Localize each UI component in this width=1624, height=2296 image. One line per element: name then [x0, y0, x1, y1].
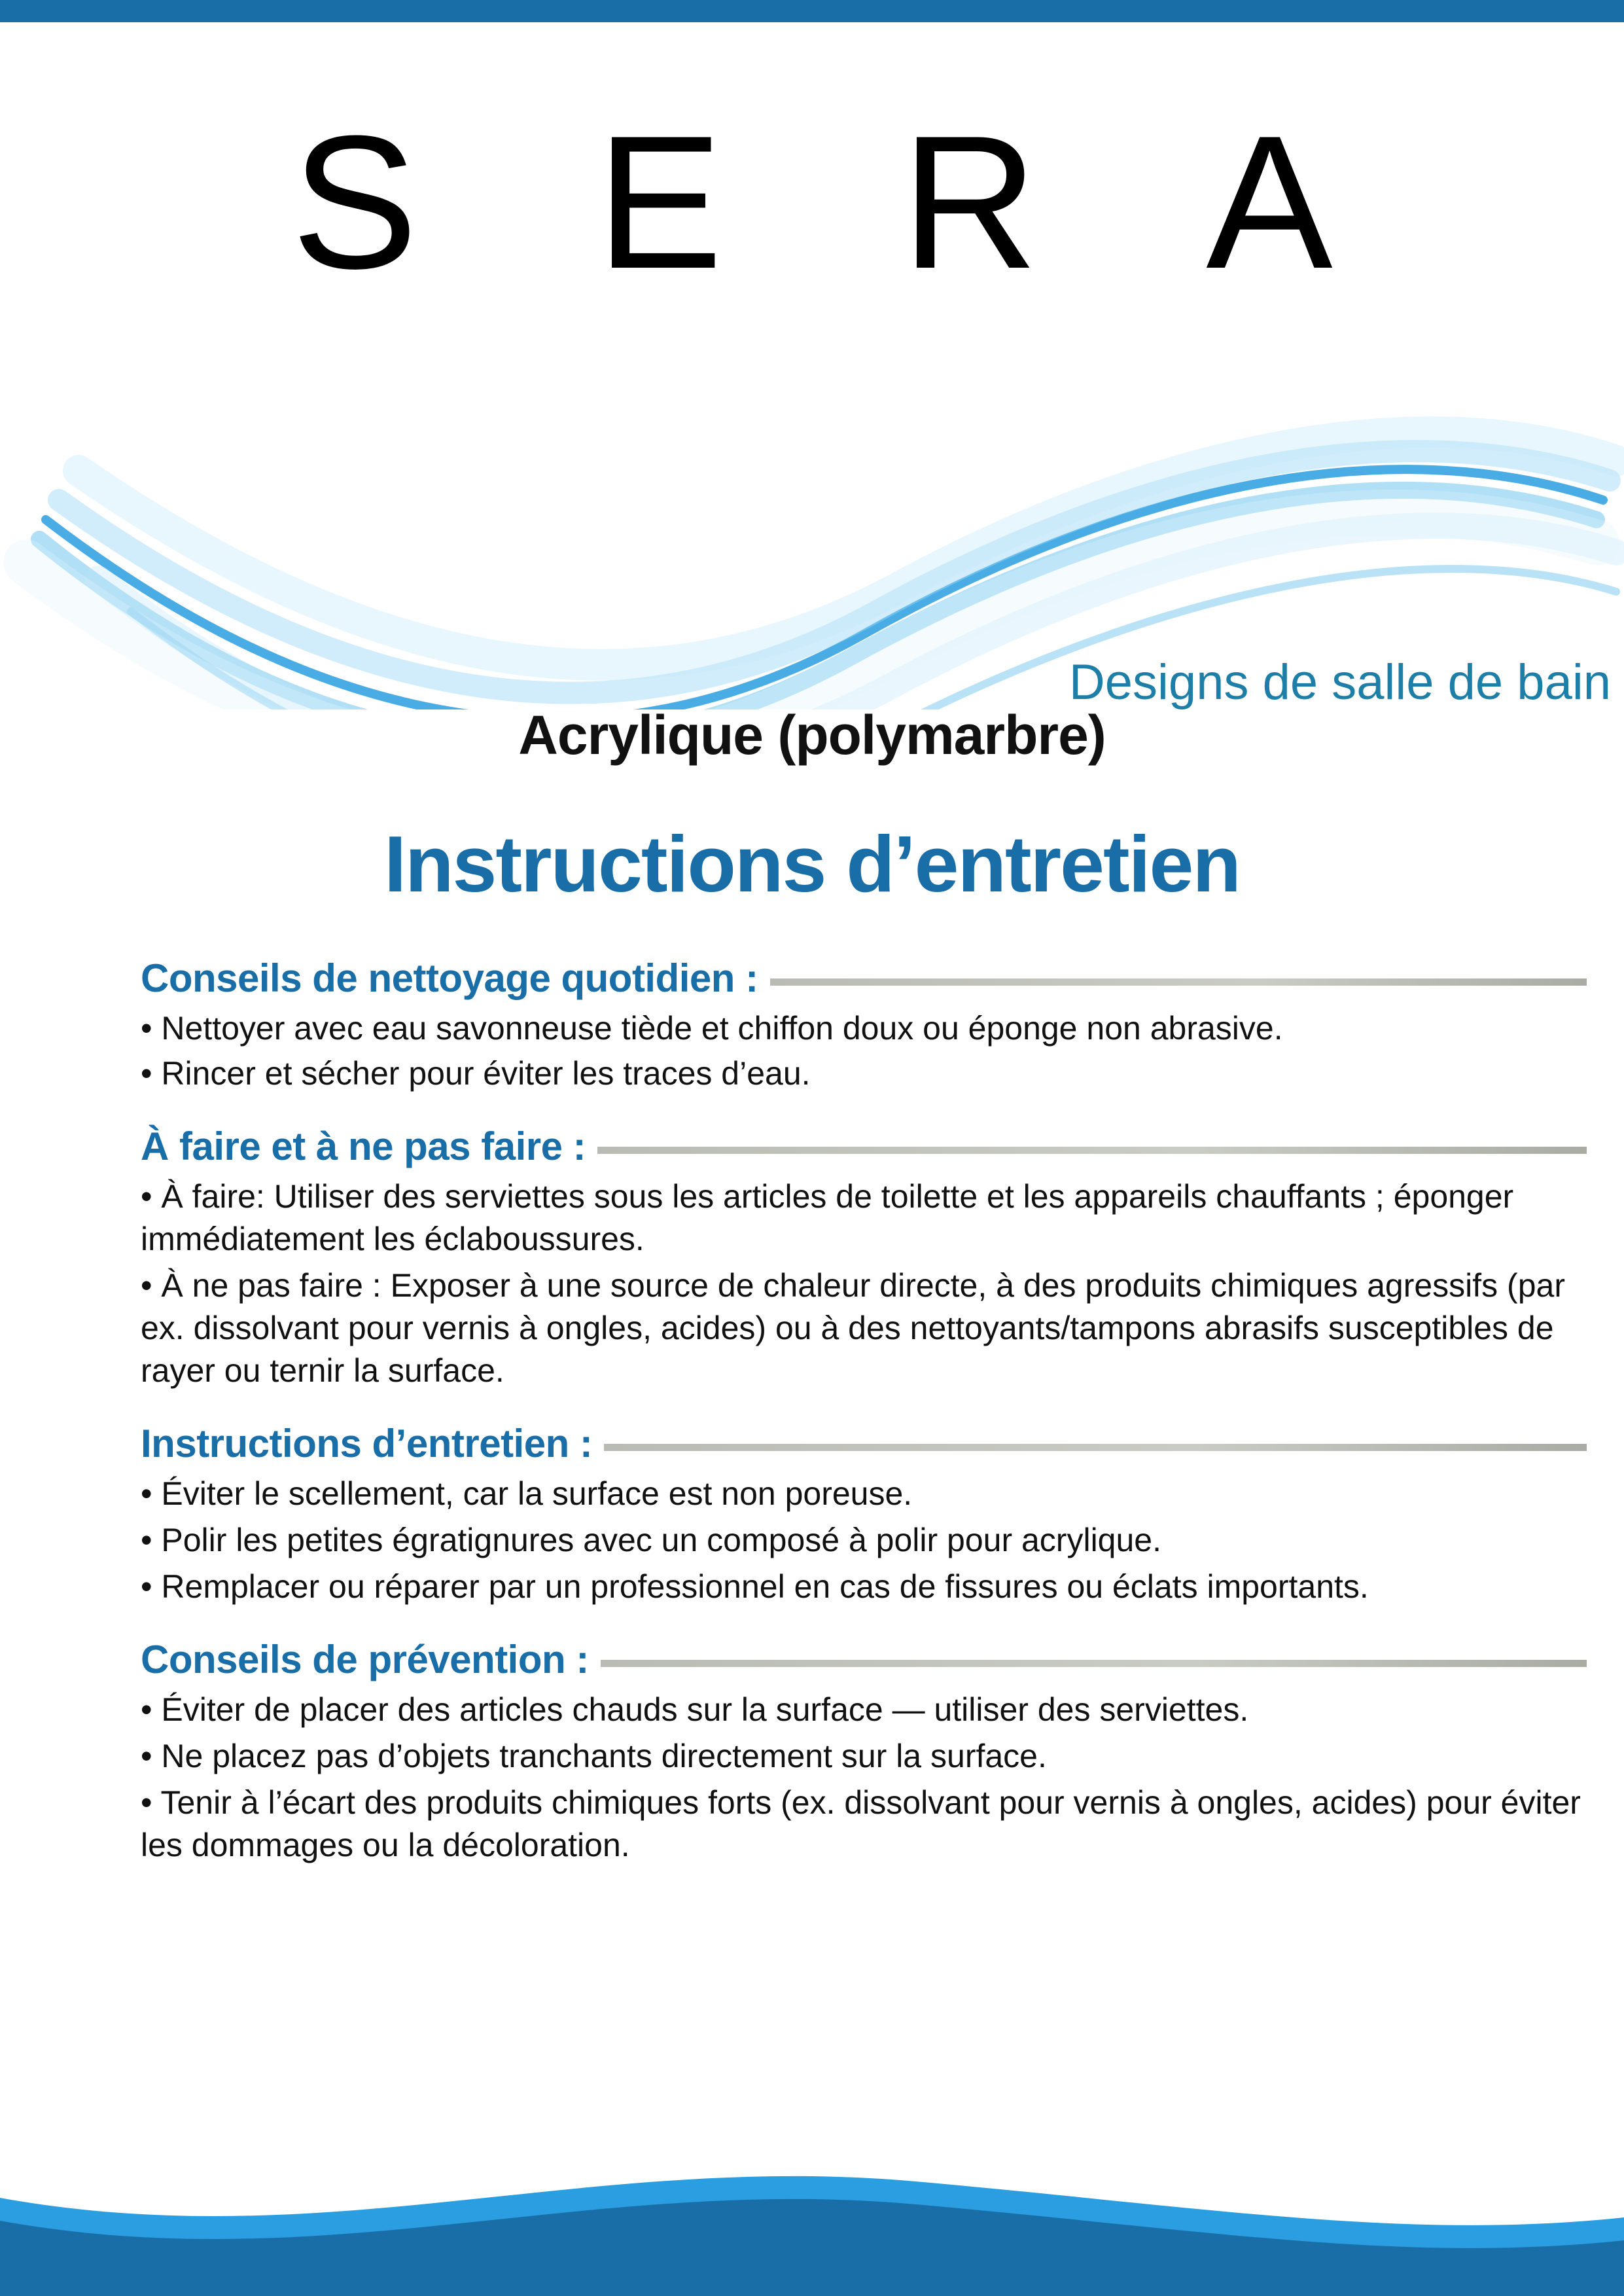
section-divider: [601, 1660, 1587, 1667]
section-divider: [597, 1147, 1587, 1154]
bullet-list: [141, 1007, 1587, 1095]
section-header: [141, 1421, 1587, 1466]
list-item: • À faire: Utiliser des serviettes sous les articles de toilette et les appareils chauffants ; éponger immédiatement les éclaboussures.: [141, 1178, 1514, 1257]
list-item: • Polir les petites égratignures avec un composé à polir pour acrylique.: [141, 1522, 1161, 1558]
section-daily-cleaning: [141, 956, 1587, 1095]
section-header: [141, 956, 1587, 1001]
list-item: • Tenir à l’écart des produits chimiques forts (ex. dissolvant pour vernis à ongles, acides) pour éviter les dommages ou la décoloration.: [141, 1784, 1581, 1863]
bottom-wave-decoration-icon: [0, 2159, 1624, 2296]
section-divider: [604, 1444, 1587, 1451]
document-header: [0, 22, 1624, 710]
page-title: Instructions d’entretien: [384, 819, 1240, 908]
section-title: Instructions d’entretien :: [141, 1422, 593, 1465]
bullet-list: [141, 1473, 1587, 1608]
brand-logo: S E R A: [291, 96, 1396, 308]
section-header: [141, 1637, 1587, 1682]
section-header: [141, 1124, 1587, 1169]
list-item: • Nettoyer avec eau savonneuse tiède et chiffon doux ou éponge non abrasive.: [141, 1010, 1283, 1047]
section-dos-and-donts: [141, 1124, 1587, 1392]
instructions-content: [141, 956, 1587, 1895]
section-divider: [770, 978, 1587, 986]
list-item: • Ne placez pas d’objets tranchants directement sur la surface.: [141, 1738, 1047, 1774]
list-item: • Remplacer ou réparer par un professionnel en cas de fissures ou éclats importants.: [141, 1568, 1369, 1605]
product-title: Acrylique (polymarbre): [518, 704, 1106, 766]
top-brand-bar: [0, 0, 1624, 22]
section-title: Conseils de prévention :: [141, 1638, 589, 1681]
list-item: • Éviter de placer des articles chauds sur la surface — utiliser des serviettes.: [141, 1691, 1249, 1728]
brand-tagline: Designs de salle de bain: [1068, 655, 1611, 710]
section-prevention: [141, 1637, 1587, 1867]
section-title: À faire et à ne pas faire :: [141, 1124, 586, 1168]
section-title: Conseils de nettoyage quotidien :: [141, 956, 758, 1000]
bullet-list: [141, 1689, 1587, 1867]
bullet-list: [141, 1175, 1587, 1392]
list-item: • Rincer et sécher pour éviter les traces d’eau.: [141, 1055, 811, 1092]
wave-decoration-icon: [0, 304, 1624, 709]
section-maintenance: [141, 1421, 1587, 1608]
list-item: • À ne pas faire : Exposer à une source de chaleur directe, à des produits chimiques agressifs (par ex. dissolvant pour vernis à ongles, acides) ou à des nettoyants/tampons abrasifs susceptibles de rayer ou ternir la surface.: [141, 1267, 1565, 1389]
list-item: • Éviter le scellement, car la surface est non poreuse.: [141, 1475, 913, 1512]
